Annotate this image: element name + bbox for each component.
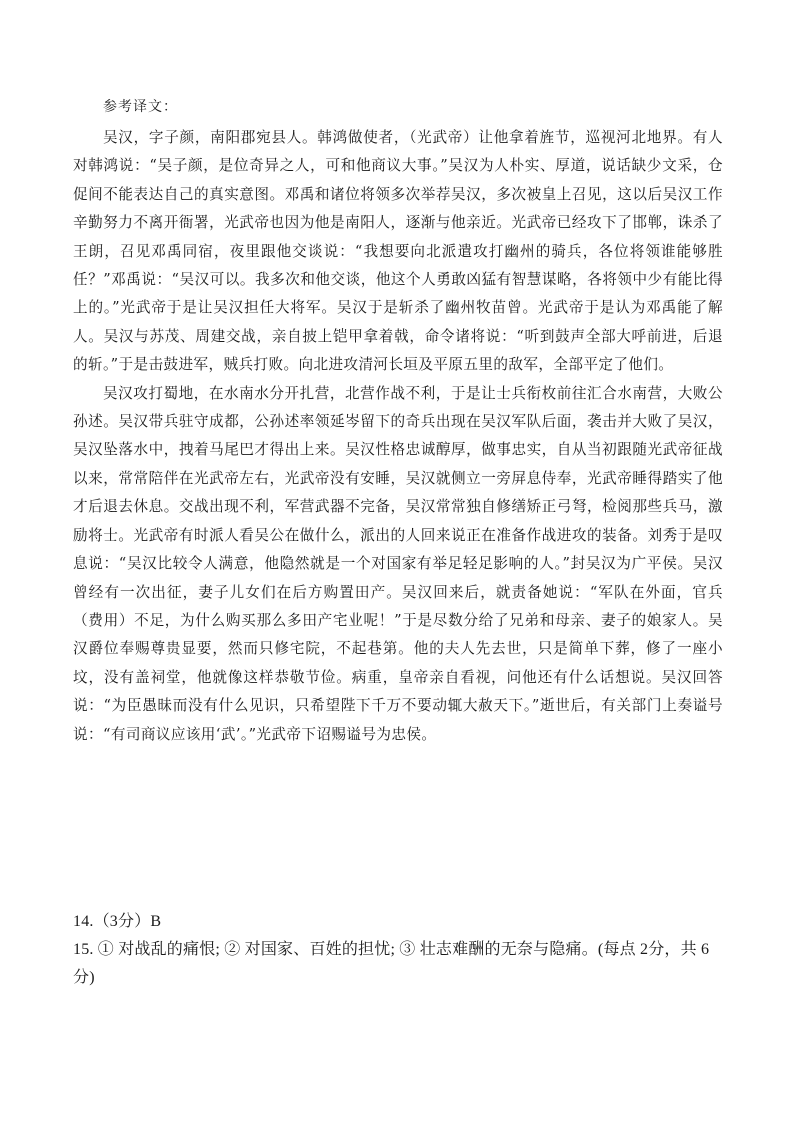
answer-14: 14.（3分）B [73, 913, 162, 930]
translation-paragraph-2: 吴汉攻打蜀地，在水南水分开扎营，北营作战不利，于是让士兵衔枚前往汇合水南营，大败公孙述。吴汉带兵驻守成都，公孙述率领延岑留下的奇兵出现在吴汉军队后面，袭击并大败了吴汉，吴汉坠落水中，拽着马尾巴才得出上来。吴汉性格忠诚醇厚，做事忠实，自从当初跟随光武帝征战以来，常常陪伴在光武帝左右，光武帝没有安睡，吴汉就侧立一旁屏息侍奉，光武帝睡得踏实了他才后退去休息。交战出现不利，军营武器不完备，吴汉常常独自修缮矫正弓弩，检阅那些兵马，激励将士。光武帝有时派人看吴公在做什么，派出的人回来说正在准备作战进攻的装备。刘秀于是叹息说：“吴汉比较令人满意，他隐然就是一个对国家有举足轻足影响的人。”封吴汉为广平侯。吴汉曾经有一次出征，妻子儿女们在后方购置田产。吴汉回来后，就责备她说：“军队在外面，官兵（费用）不足，为什么购买那么多田产宅业呢！”于是尽数分给了兄弟和母亲、妻子的娘家人。吴汉爵位奉赐尊贵显要，然而只修宅院，不起巷第。他的夫人先去世，只是简单下葬，修了一座小坟，没有盖祠堂，他就像这样恭敬节俭。病重，皇帝亲自看视，问他还有什么话想说。吴汉回答说：“为臣愚昧而没有什么见识，只希望陛下千万不要动辄大赦天下。”逝世后，有关部门上奏谥号说：“有司商议应该用‘武’。”光武帝下诏赐谥号为忠侯。 [73, 384, 723, 743]
translation-paragraph-1: 吴汉，字子颜，南阳郡宛县人。韩鸿做使者，（光武帝）让他拿着旌节，巡视河北地界。有人对韩鸿说：“吴子颜，是位奇异之人，可和他商议大事。”吴汉为人朴实、厚道，说话缺少文采，仓促间不能表达自己的真实意图。邓禹和诸位将领多次举荐吴汉，多次被皇上召见，这以后吴汉工作辛勤努力不离开衙署，光武帝也因为他是南阳人，逐渐与他亲近。光武帝已经攻下了邯郸，诛杀了王朗，召见邓禹同宿，夜里跟他交谈说：“我想要向北派遣攻打幽州的骑兵，各位将领谁能够胜任？”邓禹说：“吴汉可以。我多次和他交谈，他这个人勇敢凶猛有智慧谋略，各将领中少有能比得上的。”光武帝于是让吴汉担任大将军。吴汉于是斩杀了幽州牧苗曾。光武帝于是认为邓禹能了解人。吴汉与苏茂、周建交战，亲自披上铠甲拿着戟，命令诸将说：“听到鼓声全部大呼前进，后退的斩。”于是击鼓进军，贼兵打败。向北进攻清河长垣及平原五里的敌军，全部平定了他们。 [73, 129, 723, 374]
answers-section [73, 908, 723, 992]
translation-section [73, 96, 723, 749]
translation-heading: 参考译文： [103, 99, 178, 115]
answer-15: 15. ① 对战乱的痛恨; ② 对国家、百姓的担忧; ③ 壮志难酬的无奈与隐痛。(每点 2分，共 6分) [73, 941, 710, 986]
